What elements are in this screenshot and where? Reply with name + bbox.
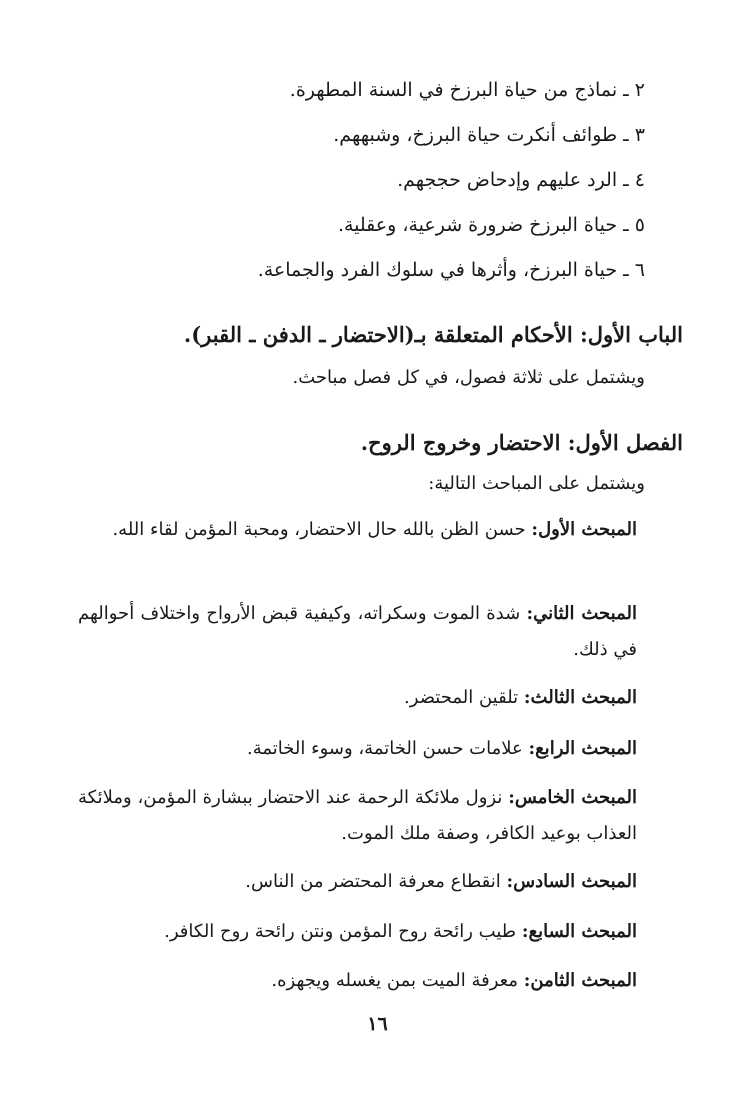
mabhath-text: حسن الظن بالله حال الاحتضار، ومحبة المؤمن لقاء الله. [112, 519, 532, 540]
mabhath-item [78, 963, 637, 999]
mabhath-text: نزول ملائكة الرحمة عند الاحتضار ببشارة المؤمن، وملائكة العذاب بوعيد الكافر، وصفة ملك الموت. [78, 787, 637, 844]
list-item: ٤ ـ الرد عليهم وإدحاض حججهم. [397, 169, 645, 191]
mabhath-label: المبحث الخامس: [508, 787, 637, 808]
mabhath-label: المبحث الثامن: [523, 970, 637, 991]
mabhath-text: معرفة الميت بمن يغسله ويجهزه. [271, 970, 524, 991]
list-item: ٥ ـ حياة البرزخ ضرورة شرعية، وعقلية. [337, 214, 645, 236]
list-item: ٢ ـ نماذج من حياة البرزخ في السنة المطهرة. [289, 79, 645, 101]
mabhath-label: المبحث الثاني: [526, 603, 637, 624]
mabhath-item [78, 512, 637, 548]
mabhath-label: المبحث الرابع: [528, 738, 637, 759]
mabhath-label: المبحث السادس: [506, 871, 637, 892]
mabhath-item [78, 864, 637, 900]
bab-title: الباب الأول: الأحكام المتعلقة بـ(الاحتضار ـ الدفن ـ القبر). [183, 322, 683, 347]
mabhath-text: طيب رائحة روح المؤمن ونتن رائحة روح الكافر. [164, 921, 522, 942]
list-item: ٣ ـ طوائف أنكرت حياة البرزخ، وشبههم. [333, 124, 645, 146]
mabhath-label: المبحث الأول: [531, 519, 637, 540]
mabhath-text: تلقين المحتضر. [404, 687, 524, 708]
mabhath-text: انقطاع معرفة المحتضر من الناس. [245, 871, 507, 892]
mabhath-text: شدة الموت وسكراته، وكيفية قبض الأرواح واختلاف أحوالهم في ذلك. [78, 603, 637, 660]
mabhath-item [78, 914, 637, 950]
mabhath-item [78, 780, 637, 852]
fasl-intro: ويشتمل على المباحث التالية: [428, 473, 645, 494]
list-item: ٦ ـ حياة البرزخ، وأثرها في سلوك الفرد والجماعة. [257, 259, 645, 281]
mabhath-item [78, 680, 637, 716]
mabhath-label: المبحث الثالث: [523, 687, 637, 708]
fasl-title: الفصل الأول: الاحتضار وخروج الروح. [360, 430, 683, 455]
page-number: ١٦ [367, 1013, 388, 1035]
mabhath-item [78, 596, 637, 668]
mabhath-label: المبحث السابع: [521, 921, 637, 942]
mabhath-text: علامات حسن الخاتمة، وسوء الخاتمة. [247, 738, 529, 759]
bab-intro: ويشتمل على ثلاثة فصول، في كل فصل مباحث. [292, 367, 645, 388]
mabhath-item [78, 731, 637, 767]
